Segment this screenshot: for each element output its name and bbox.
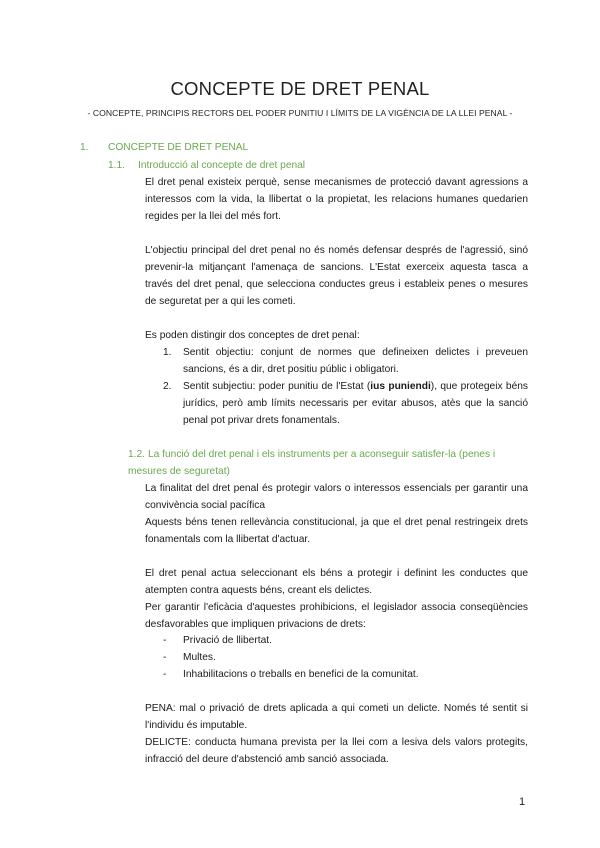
subsection-heading-1-2 bbox=[128, 446, 528, 480]
definition-pena: PENA: mal o privació de drets aplicada a qui cometi un delicte. Només té sentit si l'individu és imputable. bbox=[145, 703, 528, 731]
subsection-heading-1-1 bbox=[108, 157, 305, 174]
list-item: - Multes. bbox=[163, 652, 216, 663]
list-number: 1. bbox=[163, 347, 172, 358]
definition-delicte: DELICTE: conducta humana prevista per la llei com a lesiva dels valors protegits, infracció del deure d'abstenció amb sanció associada. bbox=[145, 737, 528, 765]
paragraph: La finalitat del dret penal és protegir valors o interessos essencials per garantir una convivència social pacífica bbox=[145, 483, 528, 511]
bold-term: ius puniendi bbox=[370, 381, 431, 392]
document-title: CONCEPTE DE DRET PENAL bbox=[170, 78, 430, 99]
concepts-block bbox=[145, 327, 528, 344]
list-item-text: Sentit subjectiu: poder punitiu de l'Estat ( bbox=[183, 381, 371, 392]
page-number: 1 bbox=[519, 796, 526, 808]
concepts-list-wrap bbox=[163, 344, 528, 429]
paragraph: Aquests béns tenen rellevància constitucional, ja que el dret penal restringeix drets fonamentals com la llibertat d'actuar. bbox=[145, 517, 528, 545]
list-item-text: Inhabilitacions o treballs en benefici de la comunitat. bbox=[183, 669, 419, 680]
paragraph: Per garantir l'eficàcia d'aquestes prohibicions, el legislador associa conseqüències desfavorables que impliquen privacions de drets: bbox=[145, 602, 528, 630]
list-item bbox=[163, 344, 528, 378]
section-1-2-body bbox=[145, 480, 528, 633]
section-1-1-body bbox=[145, 174, 528, 310]
concepts-list bbox=[163, 344, 528, 429]
list-item-text: ), que protegeix béns jurídics, però amb límits necessaris per evitar abusos, atès que la sanció penal pot privar drets fonamentals. bbox=[183, 381, 529, 426]
list-item: - Inhabilitacions o treballs en benefici de la comunitat. bbox=[163, 669, 419, 680]
concepts-intro: Es poden distingir dos conceptes de dret penal: bbox=[145, 330, 360, 341]
paragraph: El dret penal existeix perquè, sense mecanismes de protecció davant agressions a interessos com la vida, la llibertat o la propietat, les relacions humanes quedarien regides per la llei del més fort. bbox=[145, 177, 528, 222]
list-item-text: Sentit objectiu: conjunt de normes que defineixen delictes i preveuen sancions, és a dir, dret positiu públic i obligatori. bbox=[183, 347, 528, 375]
list-item: - Privació de llibertat. bbox=[163, 635, 272, 646]
list-number: 2. bbox=[163, 381, 172, 392]
document-subtitle: - CONCEPTE, PRINCIPIS RECTORS DEL PODER PUNITIU I LÍMITS DE LA VIGÈNCIA DE LA LLEI PENAL - bbox=[87, 108, 513, 118]
definitions-block bbox=[145, 700, 528, 768]
consequences-list bbox=[163, 632, 528, 683]
list-item-text: Multes. bbox=[183, 652, 216, 663]
consequences-list-wrap bbox=[163, 632, 528, 683]
list-item bbox=[163, 378, 528, 429]
paragraph: L'objectiu principal del dret penal no és només defensar després de l'agressió, sinó prevenir-la mitjançant l'amenaça de sancions. L'Estat exerceix aquesta tasca a través del dret penal, que selecciona conductes greus i estableix penes o mesures de seguretat per a qui les cometi. bbox=[145, 245, 528, 307]
paragraph: El dret penal actua seleccionant els béns a protegir i definint les conductes que atempten contra aquests béns, creant els delictes. bbox=[145, 568, 528, 596]
subsection-number: 1.2. bbox=[128, 449, 145, 460]
list-item-text: Privació de llibertat. bbox=[183, 635, 272, 646]
subsection-title: Introducció al concepte de dret penal bbox=[138, 160, 306, 171]
section-heading-1 bbox=[80, 142, 248, 153]
section-title: CONCEPTE DE DRET PENAL bbox=[108, 142, 249, 153]
section-number: 1. bbox=[80, 142, 89, 153]
subsection-title: La funció del dret penal i els instruments per a aconseguir satisfer-la (penes i mesures de seguretat) bbox=[128, 449, 496, 477]
subsection-number: 1.1. bbox=[108, 160, 125, 171]
